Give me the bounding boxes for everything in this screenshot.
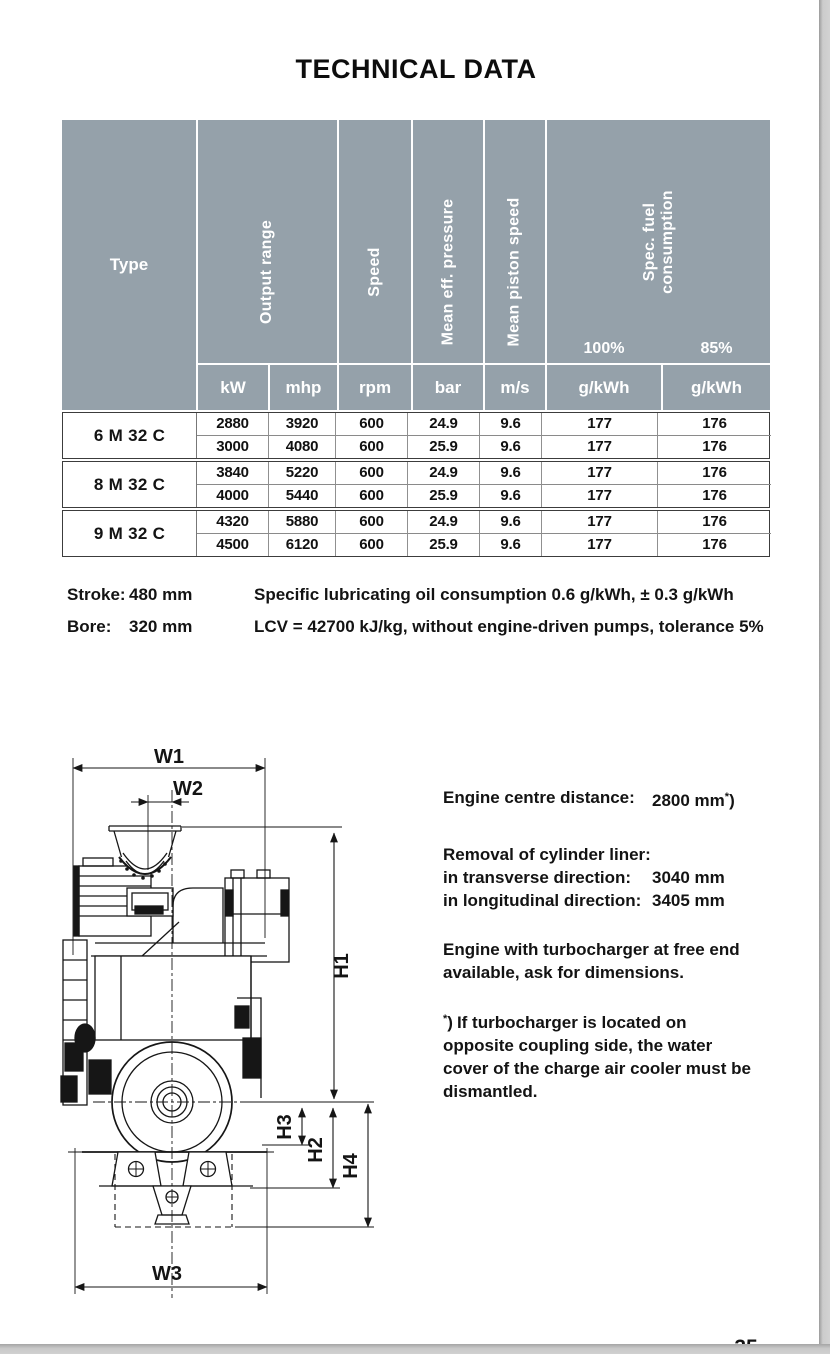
liner-transverse-value: 3040 mm	[652, 868, 725, 887]
header-spec-fuel-consumption	[547, 120, 770, 363]
table-cell: 4000	[197, 485, 269, 507]
table-cell: 600	[336, 436, 408, 458]
dim-label-h2: H2	[305, 1137, 327, 1163]
header-spec-fuel-consumption-label: Spec. fuel consumption	[640, 189, 676, 294]
cylinder-liner-removal	[443, 843, 803, 912]
unit-gkwh-85: g/kWh	[663, 365, 770, 410]
table-cell: 176	[658, 413, 771, 436]
turbocharger-housing	[127, 888, 173, 916]
right-equipment-box	[225, 870, 289, 962]
engine-type-cell: 8 M 32 C	[63, 462, 197, 507]
dim-label-w1: W1	[154, 746, 184, 768]
table-cell: 600	[336, 485, 408, 507]
header-mean-piston-speed-label: Mean piston speed	[506, 196, 523, 347]
header-load-100: 100%	[583, 340, 625, 357]
header-output-range	[198, 120, 337, 363]
table-cell: 9.6	[480, 436, 542, 458]
table-header	[62, 120, 770, 410]
table-cell: 9.6	[480, 485, 542, 507]
header-mean-eff-pressure-label: Mean eff. pressure	[439, 198, 457, 345]
liner-longitudinal-value: 3405 mm	[652, 891, 725, 910]
header-load-85: 85%	[700, 340, 733, 357]
table-cell: 25.9	[408, 485, 480, 507]
table-cell: 24.9	[408, 462, 480, 485]
left-service-column	[61, 940, 87, 1105]
table-cell: 176	[702, 487, 727, 504]
table-cell: 176	[702, 536, 727, 553]
scan-edge-right	[819, 0, 830, 1354]
dim-label-w2: W2	[173, 778, 203, 800]
dim-label-w3: W3	[152, 1263, 182, 1285]
table-cell: 177	[542, 511, 658, 534]
table-cell: 25.9	[408, 436, 480, 458]
lcv-note: LCV = 42700 kJ/kg, without engine-driven pumps, tolerance 5%	[254, 617, 764, 636]
liner-transverse-row: in transverse direction: 3040 mm	[443, 868, 725, 887]
table-cell: 25.9	[408, 534, 480, 556]
unit-mhp: mhp	[270, 365, 337, 410]
dim-label-h4: H4	[340, 1153, 362, 1179]
table-group-8m32c	[62, 461, 770, 508]
table-cell: 9.6	[480, 413, 542, 436]
liner-title: Removal of cylinder liner:	[443, 845, 651, 864]
engine-centre-distance-label: Engine centre distance:	[443, 788, 635, 807]
bore-label: Bore:	[67, 617, 112, 636]
table-cell: 5440	[269, 485, 336, 507]
table-cell: 9.6	[480, 462, 542, 485]
dim-label-h3: H3	[274, 1114, 296, 1140]
dim-label-h1: H1	[331, 953, 353, 979]
table-body	[62, 412, 770, 559]
table-group-6m32c	[62, 412, 770, 459]
table-cell: 4500	[197, 534, 269, 556]
table-cell: 4320	[197, 511, 269, 534]
engine-type-cell: 9 M 32 C	[63, 511, 197, 556]
table-cell: 177	[542, 413, 658, 436]
table-cell: 9.6	[480, 511, 542, 534]
header-output-range-label: Output range	[258, 219, 276, 324]
table-cell: 5880	[269, 511, 336, 534]
unit-ms: m/s	[485, 365, 545, 410]
table-cell: 5220	[269, 462, 336, 485]
oil-consumption-note: Specific lubricating oil consumption 0.6 g/kWh, ± 0.3 g/kWh	[254, 585, 734, 604]
turbocharger-availability-note: Engine with turbocharger at free end available, ask for dimensions.	[443, 940, 740, 982]
stroke-label: Stroke:	[67, 585, 126, 604]
table-cell: 176	[702, 438, 727, 455]
intake-funnel	[109, 826, 181, 880]
engine-type-cell: 6 M 32 C	[63, 413, 197, 458]
table-cell: 9.6	[480, 534, 542, 556]
liner-longitudinal-row: in longitudinal direction: 3405 mm	[443, 891, 725, 910]
turbocharger-footnote: *) If turbocharger is located on opposite coupling side, the water cover of the charge air cooler must be dismantled.	[443, 1013, 751, 1101]
header-mean-eff-pressure	[413, 120, 483, 363]
table-cell: 177	[542, 485, 658, 507]
table-cell: 3000	[197, 436, 269, 458]
table-cell: 24.9	[408, 413, 480, 436]
table-cell: 24.9	[408, 511, 480, 534]
table-cell: 176	[658, 462, 771, 485]
table-cell: 600	[336, 413, 408, 436]
table-cell: 3920	[269, 413, 336, 436]
header-type-label: Type	[109, 255, 149, 274]
table-cell: 2880	[197, 413, 269, 436]
unit-kw: kW	[198, 365, 268, 410]
engine-centre-distance-value: 2800 mm*)	[652, 791, 735, 810]
table-cell: 177	[542, 462, 658, 485]
mounting-feet	[82, 1152, 267, 1224]
stroke-value: 480 mm	[129, 585, 193, 604]
engine-centre-distance	[443, 786, 793, 809]
header-type	[62, 120, 196, 410]
table-cell: 4080	[269, 436, 336, 458]
technical-data-table	[62, 120, 770, 557]
header-mean-piston-speed	[485, 120, 545, 363]
header-speed	[339, 120, 411, 363]
header-speed-label: Speed	[365, 246, 383, 297]
bore-value: 320 mm	[129, 617, 193, 636]
engine-dimension-drawing	[55, 738, 400, 1303]
unit-bar: bar	[413, 365, 483, 410]
table-cell: 600	[336, 511, 408, 534]
engine-drawing-container	[55, 738, 400, 1308]
table-cell: 600	[336, 534, 408, 556]
table-cell: 176	[658, 511, 771, 534]
unit-gkwh-100: g/kWh	[547, 365, 661, 410]
page-title: TECHNICAL DATA	[295, 54, 537, 84]
table-cell: 600	[336, 462, 408, 485]
scan-edge-bottom	[0, 1344, 830, 1354]
unit-rpm: rpm	[339, 365, 411, 410]
table-group-9m32c	[62, 510, 770, 557]
table-cell: 177	[542, 534, 658, 556]
table-cell: 177	[542, 436, 658, 458]
table-cell: 6120	[269, 534, 336, 556]
table-cell: 3840	[197, 462, 269, 485]
